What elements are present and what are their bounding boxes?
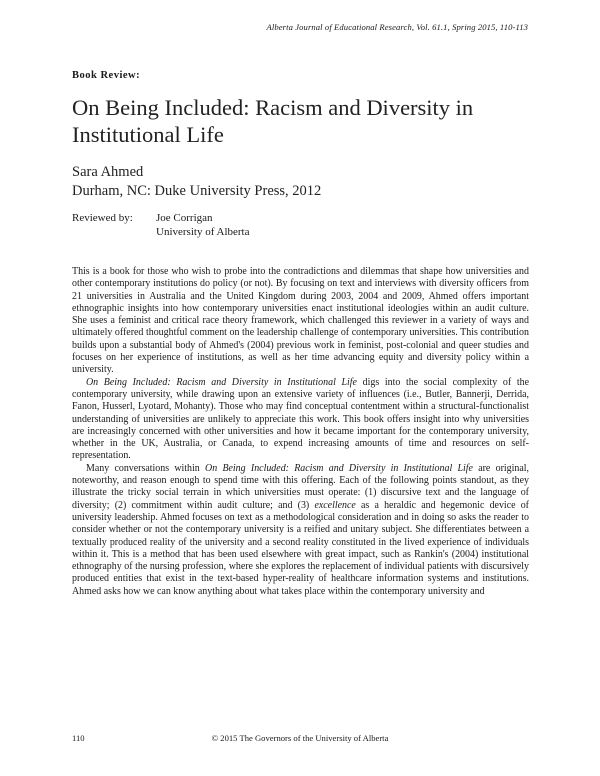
book-title-italic: On Being Included: Racism and Diversity in Institutional Life — [86, 376, 357, 388]
book-publisher: Durham, NC: Duke University Press, 2012 — [72, 182, 322, 199]
paragraph-1: This is a book for those who wish to probe into the contradictions and dilemmas that shape how universities and other contemporary institutions do policy (or not). By focusing on text and interviews with diversity officers from 21 universities in Australia and the United Kingdom during 2003, 2004 and 2009, Ahmed offers important ethnographic insights into how contemporary universities enact institutional ideologies within an audit culture. She uses a feminist and critical race theory framework, which challenged this reviewer in a variety of ways and ultimately offered thoughtful comment on the leadership challenge of contemporary universities. This contribution builds upon a substantial body of Ahmed's (2004) previous work in feminist, post-colonial and queer studies and focuses on her experience of institutions, as well as her time advancing equity and diversity policy within a university. — [72, 266, 529, 376]
reviewer-affiliation: University of Alberta — [156, 226, 250, 238]
page-title: On Being Included: Racism and Diversity in Institutional Life — [72, 95, 474, 147]
excellence-italic: excellence — [314, 499, 356, 511]
reviewer-info — [156, 211, 249, 239]
page-number: 110 — [72, 733, 85, 743]
paragraph-2-text: digs into the social complexity of the contemporary university, while drawing upon an extensive variety of influences (i.e., Butler, Bannerji, Derrida, Fanon, Husserl, Lyotard, Mohanty). Those who may find conceptual contentment within a structural-functionalist understanding of universities are unlikely to appreciate this work. This book offers insight into why universities are increasingly concerned with other universities and how it became important for the contemporary university, whether in the UK, Australia, or Canada, to expend increasing amounts of time and resources on self-representation. — [72, 376, 529, 462]
book-title-italic: On Being Included: Racism and Diversity in Institutional Life — [205, 462, 473, 474]
section-label: Book Review: — [72, 70, 141, 81]
reviewed-by-label: Reviewed by: — [72, 212, 133, 224]
paragraph-3 — [72, 463, 529, 598]
reviewer-name: Joe Corrigan — [156, 212, 213, 224]
paragraph-2 — [72, 377, 529, 463]
book-author: Sara Ahmed — [72, 164, 144, 180]
paragraph-3-mid: are original, noteworthy, and reason enough to spend time with this offering. Each of the following points standout, as they illustrate the tricky social terrain in which universities must operate: (1) discursive text and the language of diversity; (2) commitment within audit culture; and (3) — [72, 462, 529, 511]
copyright-notice: © 2015 The Governors of the University of Alberta — [211, 733, 389, 743]
book-info — [72, 163, 321, 200]
running-head: Alberta Journal of Educational Research, Vol. 61.1, Spring 2015, 110-113 — [266, 22, 528, 32]
body-text — [72, 266, 529, 598]
paragraph-3-start: Many conversations within — [86, 462, 206, 474]
paragraph-3-rest: as a heraldic and hegemonic device of university leadership. Ahmed focuses on text as a methodological consideration and in doing so asks the reader to consider whether or not the contemporary university is a reified and unitary subject. She differentiates between a textually produced reality of the university and a second reality constituted in the lived experience of individuals within it. This is a method that has been used elsewhere with great impact, such as Rankin's (2004) institutional ethnography of the nursing profession, where she explores the replacement of individual patients with discursively produced entities that exist in the text-based hyper-reality of healthcare information systems and institutions. Ahmed asks how we can know anything about what takes place within the contemporary university and — [72, 499, 529, 597]
